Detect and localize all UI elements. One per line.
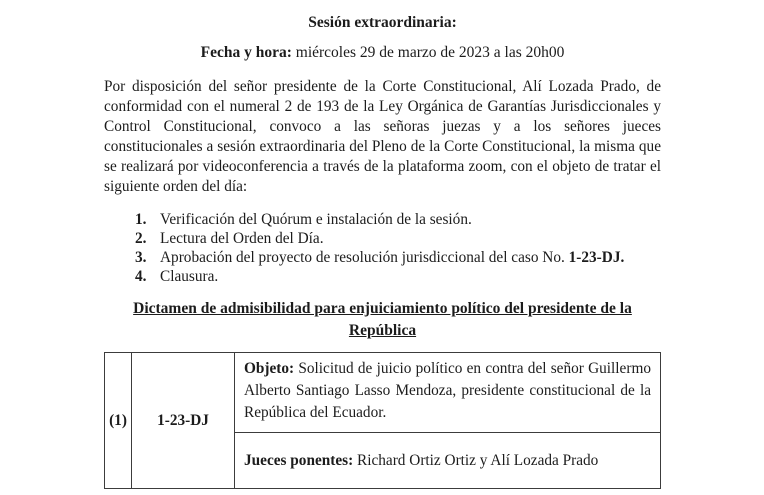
date-line <box>104 43 661 63</box>
agenda-item-number: 2. <box>135 230 147 247</box>
agenda-item-number: 4. <box>135 268 147 285</box>
agenda-list <box>104 210 661 286</box>
agenda-item-number: 3. <box>135 249 147 266</box>
document-title: Sesión extraordinaria: <box>308 14 457 31</box>
table-row <box>105 353 661 433</box>
intro-paragraph: Por disposición del señor presidente de la Corte Constitucional, Alí Lozada Prado, de conformidad con el numeral 2 de 193 de la Ley Orgánica de Garantías Jurisdiccionales y Control Constitucional, convoco a las señoras juezas y a los señores jueces constitucionales a sesión extraordinaria del Pleno de la Corte Constitucional, la misma que se realizará por videoconferencia a través de la plataforma zoom, con el objeto de tratar el siguiente orden del día: <box>104 78 661 195</box>
agenda-item-1 <box>135 210 661 229</box>
section-heading: Dictamen de admisibilidad para enjuiciamiento político del presidente de la República <box>133 300 632 339</box>
jueces-text: Richard Ortiz Ortiz y Alí Lozada Prado <box>357 451 599 469</box>
agenda-item-2 <box>135 229 661 248</box>
agenda-item-3 <box>135 248 661 267</box>
objeto-text: Solicitud de juicio político en contra del señor Guillermo Alberto Santiago Lasso Mendoza, presidente constitucional de la República del Ecuador. <box>244 360 651 421</box>
date-label: Fecha y hora: <box>200 44 292 61</box>
agenda-item-text: Aprobación del proyecto de resolución jurisdiccional del caso No. 1-23-DJ. <box>160 249 625 266</box>
date-value: miércoles 29 de marzo de 2023 a las 20h00 <box>295 44 565 61</box>
case-table <box>104 352 661 489</box>
agenda-item-4 <box>135 267 661 286</box>
agenda-item-text: Verificación del Quórum e instalación de la sesión. <box>160 211 472 228</box>
case-objeto-cell <box>235 353 661 433</box>
agenda-item-text: Clausura. <box>160 268 219 285</box>
case-jueces-cell <box>235 433 661 489</box>
case-id-cell: 1-23-DJ <box>132 353 235 489</box>
objeto-label: Objeto: <box>244 360 295 377</box>
document-content <box>104 0 661 489</box>
jueces-label: Jueces ponentes: <box>244 451 354 469</box>
case-row-number-cell: (1) <box>105 353 132 489</box>
agenda-item-number: 1. <box>135 211 147 228</box>
agenda-item-text: Lectura del Orden del Día. <box>160 230 324 247</box>
